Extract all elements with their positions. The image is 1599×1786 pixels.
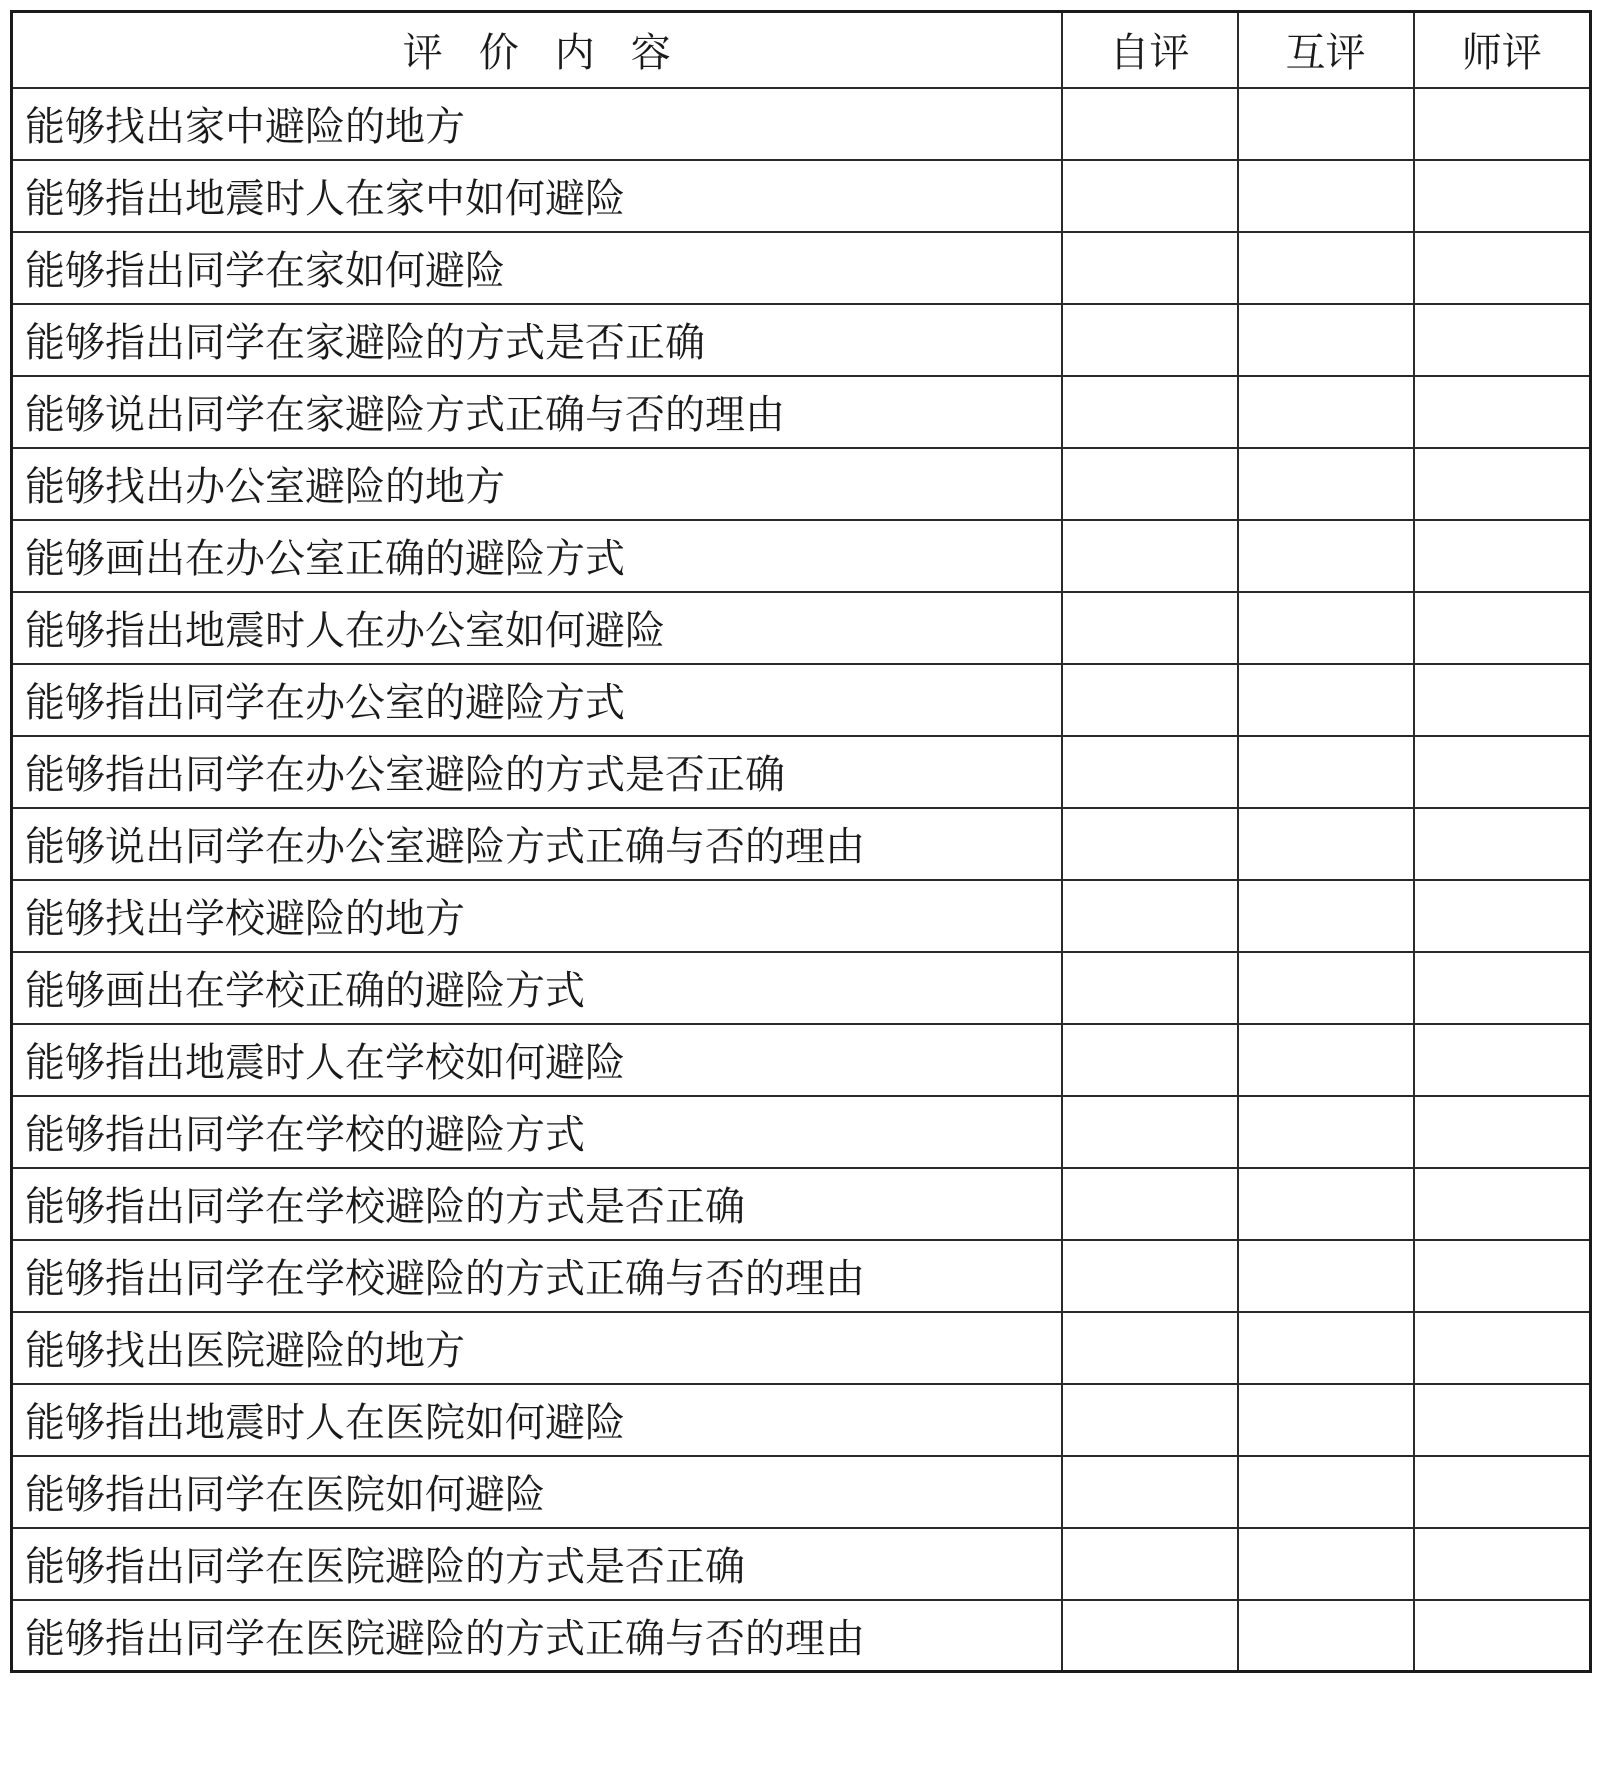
self-evaluation-cell[interactable] [1062,952,1238,1024]
peer-evaluation-cell[interactable] [1238,736,1414,808]
teacher-evaluation-cell[interactable] [1414,304,1591,376]
table-row [12,1600,1591,1672]
evaluation-item: 能够找出学校避险的地方 [12,880,1062,952]
evaluation-sheet [10,10,1589,1673]
table-row [12,664,1591,736]
table-row [12,1096,1591,1168]
peer-evaluation-cell[interactable] [1238,1096,1414,1168]
teacher-evaluation-cell[interactable] [1414,736,1591,808]
table-row [12,520,1591,592]
peer-evaluation-cell[interactable] [1238,1168,1414,1240]
self-evaluation-cell[interactable] [1062,1312,1238,1384]
self-evaluation-cell[interactable] [1062,808,1238,880]
self-evaluation-cell[interactable] [1062,304,1238,376]
peer-evaluation-cell[interactable] [1238,592,1414,664]
evaluation-item: 能够指出同学在医院避险的方式正确与否的理由 [12,1600,1062,1672]
table-row [12,1384,1591,1456]
evaluation-item: 能够找出家中避险的地方 [12,88,1062,160]
self-evaluation-cell[interactable] [1062,1528,1238,1600]
self-evaluation-cell[interactable] [1062,160,1238,232]
peer-evaluation-cell[interactable] [1238,1600,1414,1672]
evaluation-item: 能够指出同学在办公室的避险方式 [12,664,1062,736]
evaluation-table [10,10,1592,1673]
table-row [12,304,1591,376]
peer-evaluation-cell[interactable] [1238,1384,1414,1456]
peer-evaluation-cell[interactable] [1238,808,1414,880]
evaluation-item: 能够画出在办公室正确的避险方式 [12,520,1062,592]
self-evaluation-cell[interactable] [1062,376,1238,448]
header-self-evaluation: 自评 [1062,12,1238,88]
evaluation-item: 能够指出地震时人在学校如何避险 [12,1024,1062,1096]
teacher-evaluation-cell[interactable] [1414,1168,1591,1240]
teacher-evaluation-cell[interactable] [1414,376,1591,448]
teacher-evaluation-cell[interactable] [1414,1384,1591,1456]
table-row [12,448,1591,520]
peer-evaluation-cell[interactable] [1238,88,1414,160]
table-row [12,736,1591,808]
peer-evaluation-cell[interactable] [1238,520,1414,592]
teacher-evaluation-cell[interactable] [1414,88,1591,160]
self-evaluation-cell[interactable] [1062,1240,1238,1312]
self-evaluation-cell[interactable] [1062,88,1238,160]
evaluation-item: 能够说出同学在办公室避险方式正确与否的理由 [12,808,1062,880]
peer-evaluation-cell[interactable] [1238,1528,1414,1600]
table-row [12,1240,1591,1312]
evaluation-item: 能够指出地震时人在医院如何避险 [12,1384,1062,1456]
self-evaluation-cell[interactable] [1062,592,1238,664]
evaluation-item: 能够指出同学在学校避险的方式正确与否的理由 [12,1240,1062,1312]
table-row [12,880,1591,952]
evaluation-item: 能够指出同学在办公室避险的方式是否正确 [12,736,1062,808]
evaluation-item: 能够画出在学校正确的避险方式 [12,952,1062,1024]
teacher-evaluation-cell[interactable] [1414,952,1591,1024]
evaluation-item: 能够说出同学在家避险方式正确与否的理由 [12,376,1062,448]
teacher-evaluation-cell[interactable] [1414,1600,1591,1672]
peer-evaluation-cell[interactable] [1238,664,1414,736]
header-evaluation-content: 评价内容 [12,12,1062,88]
self-evaluation-cell[interactable] [1062,880,1238,952]
self-evaluation-cell[interactable] [1062,1456,1238,1528]
teacher-evaluation-cell[interactable] [1414,520,1591,592]
teacher-evaluation-cell[interactable] [1414,880,1591,952]
teacher-evaluation-cell[interactable] [1414,448,1591,520]
table-row [12,1528,1591,1600]
evaluation-item: 能够指出同学在医院如何避险 [12,1456,1062,1528]
table-row [12,88,1591,160]
table-row [12,232,1591,304]
peer-evaluation-cell[interactable] [1238,880,1414,952]
self-evaluation-cell[interactable] [1062,1024,1238,1096]
evaluation-item: 能够指出地震时人在家中如何避险 [12,160,1062,232]
teacher-evaluation-cell[interactable] [1414,1312,1591,1384]
peer-evaluation-cell[interactable] [1238,376,1414,448]
teacher-evaluation-cell[interactable] [1414,1024,1591,1096]
header-row [12,12,1591,88]
peer-evaluation-cell[interactable] [1238,448,1414,520]
self-evaluation-cell[interactable] [1062,736,1238,808]
self-evaluation-cell[interactable] [1062,1384,1238,1456]
teacher-evaluation-cell[interactable] [1414,1240,1591,1312]
evaluation-item: 能够找出办公室避险的地方 [12,448,1062,520]
evaluation-item: 能够指出地震时人在办公室如何避险 [12,592,1062,664]
peer-evaluation-cell[interactable] [1238,1456,1414,1528]
teacher-evaluation-cell[interactable] [1414,232,1591,304]
evaluation-item: 能够指出同学在医院避险的方式是否正确 [12,1528,1062,1600]
peer-evaluation-cell[interactable] [1238,1024,1414,1096]
peer-evaluation-cell[interactable] [1238,952,1414,1024]
teacher-evaluation-cell[interactable] [1414,1456,1591,1528]
evaluation-item: 能够指出同学在家如何避险 [12,232,1062,304]
self-evaluation-cell[interactable] [1062,1600,1238,1672]
table-row [12,952,1591,1024]
evaluation-item: 能够指出同学在学校的避险方式 [12,1096,1062,1168]
table-row [12,1168,1591,1240]
teacher-evaluation-cell[interactable] [1414,664,1591,736]
header-peer-evaluation: 互评 [1238,12,1414,88]
self-evaluation-cell[interactable] [1062,1096,1238,1168]
peer-evaluation-cell[interactable] [1238,160,1414,232]
table-row [12,160,1591,232]
table-row [12,1024,1591,1096]
evaluation-item: 能够指出同学在学校避险的方式是否正确 [12,1168,1062,1240]
table-row [12,376,1591,448]
teacher-evaluation-cell[interactable] [1414,1528,1591,1600]
evaluation-rows [12,88,1591,1672]
teacher-evaluation-cell[interactable] [1414,808,1591,880]
evaluation-item: 能够指出同学在家避险的方式是否正确 [12,304,1062,376]
evaluation-item: 能够找出医院避险的地方 [12,1312,1062,1384]
peer-evaluation-cell[interactable] [1238,304,1414,376]
self-evaluation-cell[interactable] [1062,520,1238,592]
peer-evaluation-cell[interactable] [1238,232,1414,304]
teacher-evaluation-cell[interactable] [1414,592,1591,664]
peer-evaluation-cell[interactable] [1238,1240,1414,1312]
table-row [12,1456,1591,1528]
self-evaluation-cell[interactable] [1062,448,1238,520]
self-evaluation-cell[interactable] [1062,664,1238,736]
table-row [12,1312,1591,1384]
self-evaluation-cell[interactable] [1062,1168,1238,1240]
peer-evaluation-cell[interactable] [1238,1312,1414,1384]
table-row [12,808,1591,880]
self-evaluation-cell[interactable] [1062,232,1238,304]
header-teacher-evaluation: 师评 [1414,12,1591,88]
teacher-evaluation-cell[interactable] [1414,160,1591,232]
table-row [12,592,1591,664]
teacher-evaluation-cell[interactable] [1414,1096,1591,1168]
